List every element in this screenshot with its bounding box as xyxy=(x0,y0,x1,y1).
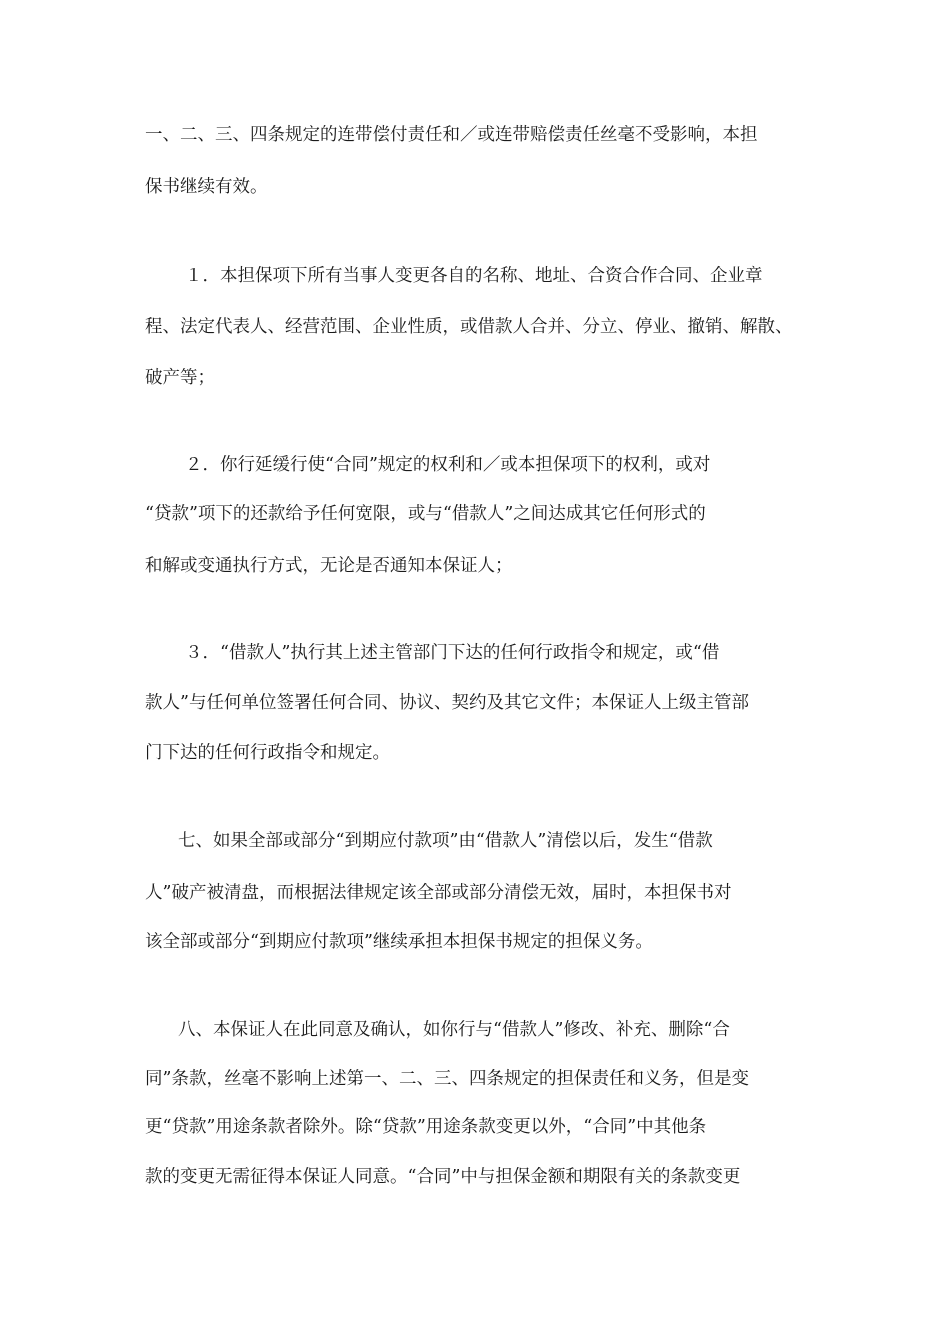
text-line: 人”破产被清盘，而根据法律规定该全部或部分清偿无效，届时，本担保书对 xyxy=(145,883,732,903)
text-line: 更“贷款”用途条款者除外。除“贷款”用途条款变更以外，“合同”中其他条 xyxy=(145,1117,707,1137)
text-line: 门下达的任何行政指令和规定。 xyxy=(145,743,390,763)
text-line: 款人”与任何单位签署任何合同、协议、契约及其它文件；本保证人上级主管部 xyxy=(145,693,749,713)
text-line: 该全部或部分“到期应付款项”继续承担本担保书规定的担保义务。 xyxy=(145,932,653,952)
text-line: ２．你行延缓行使“合同”规定的权利和／或本担保项下的权利，或对 xyxy=(185,455,711,475)
text-line: 一、二、三、四条规定的连带偿付责任和／或连带赔偿责任丝毫不受影响，本担 xyxy=(145,125,758,145)
text-line: 同”条款，丝毫不影响上述第一、二、三、四条规定的担保责任和义务，但是变 xyxy=(145,1069,749,1089)
text-line: １．本担保项下所有当事人变更各自的名称、地址、合资合作合同、企业章 xyxy=(185,266,763,286)
text-line: ３．“借款人”执行其上述主管部门下达的任何行政指令和规定，或“借 xyxy=(185,643,720,663)
text-line: 破产等； xyxy=(145,368,215,388)
text-line: 八、本保证人在此同意及确认，如你行与“借款人”修改、补充、删除“合 xyxy=(178,1020,730,1040)
text-line: 保书继续有效。 xyxy=(145,177,268,197)
text-line: 款的变更无需征得本保证人同意。“合同”中与担保金额和期限有关的条款变更 xyxy=(145,1167,741,1187)
text-line: 程、法定代表人、经营范围、企业性质，或借款人合并、分立、停业、撤销、解散、 xyxy=(145,317,793,337)
text-line: 和解或变通执行方式，无论是否通知本保证人； xyxy=(145,556,513,576)
text-line: “贷款”项下的还款给予任何宽限，或与“借款人”之间达成其它任何形式的 xyxy=(145,504,706,524)
text-line: 七、如果全部或部分“到期应付款项”由“借款人”清偿以后，发生“借款 xyxy=(178,831,713,851)
